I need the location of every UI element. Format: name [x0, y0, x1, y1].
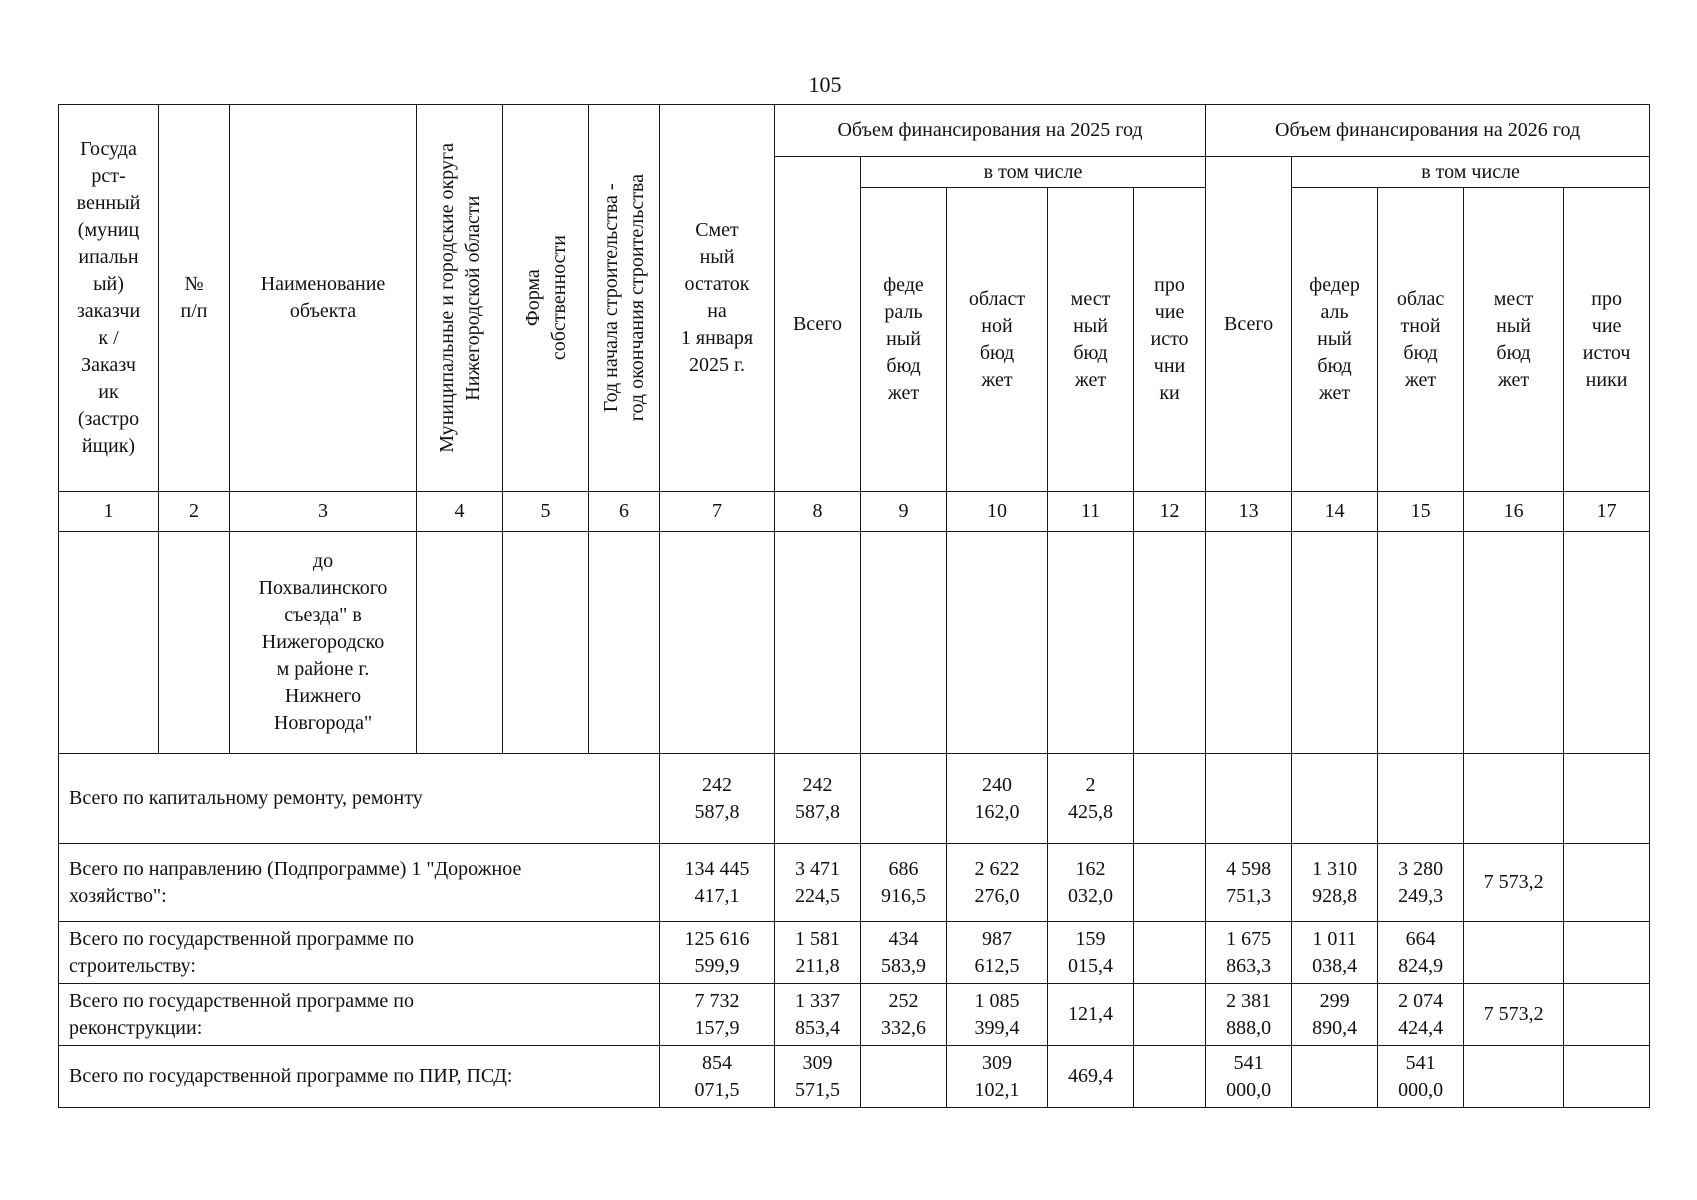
- header-years: [589, 105, 660, 492]
- value-cell: 242 587,8: [775, 754, 861, 844]
- value-cell: 7 573,2: [1464, 984, 1564, 1046]
- value-cell: [861, 1046, 947, 1108]
- value-cell: 252 332,6: [861, 984, 947, 1046]
- value-cell: [1134, 844, 1206, 922]
- column-number: 6: [589, 492, 660, 532]
- value-cell: 1 337 853,4: [775, 984, 861, 1046]
- total-pir-psd-row: [59, 1046, 1650, 1108]
- value-cell: [1292, 754, 1378, 844]
- row-label: Всего по государственной программе по ПИР, ПСД:: [59, 1046, 660, 1108]
- empty-cell: [1378, 532, 1464, 754]
- column-number: 12: [1134, 492, 1206, 532]
- value-cell: [1564, 844, 1650, 922]
- column-number: 9: [861, 492, 947, 532]
- header-regional-2026: облас тной бюд жет: [1378, 188, 1464, 492]
- header-financing-2026: Объем финансирования на 2026 год: [1206, 105, 1650, 157]
- header-including-2025: в том числе: [861, 157, 1206, 188]
- header-federal-2025: феде раль ный бюд жет: [861, 188, 947, 492]
- value-cell: 134 445 417,1: [660, 844, 775, 922]
- header-object-name: Наименование объекта: [230, 105, 417, 492]
- value-cell: 1 675 863,3: [1206, 922, 1292, 984]
- value-cell: 4 598 751,3: [1206, 844, 1292, 922]
- row-label: Всего по капитальному ремонту, ремонту: [59, 754, 660, 844]
- value-cell: [1134, 984, 1206, 1046]
- header-federal-2026: федер аль ный бюд жет: [1292, 188, 1378, 492]
- value-cell: 2 425,8: [1048, 754, 1134, 844]
- value-cell: 309 102,1: [947, 1046, 1048, 1108]
- header-regional-2025: област ной бюд жет: [947, 188, 1048, 492]
- value-cell: [1206, 754, 1292, 844]
- value-cell: 162 032,0: [1048, 844, 1134, 922]
- row-label: Всего по направлению (Подпрограмме) 1 "Дорожное хозяйство":: [59, 844, 660, 922]
- header-other-2025: про чие исто чни ки: [1134, 188, 1206, 492]
- value-cell: 2 074 424,4: [1378, 984, 1464, 1046]
- empty-cell: [1134, 532, 1206, 754]
- value-cell: 1 581 211,8: [775, 922, 861, 984]
- value-cell: 240 162,0: [947, 754, 1048, 844]
- value-cell: 987 612,5: [947, 922, 1048, 984]
- value-cell: [1564, 984, 1650, 1046]
- header-years-text: Год начала строительства - год окончания строительства: [600, 174, 648, 422]
- row-label: Всего по государственной программе по реконструкции:: [59, 984, 660, 1046]
- empty-cell: [861, 532, 947, 754]
- value-cell: [1564, 922, 1650, 984]
- header-local-2025: мест ный бюд жет: [1048, 188, 1134, 492]
- column-number: 17: [1564, 492, 1650, 532]
- header-ownership: [503, 105, 589, 492]
- value-cell: [1292, 1046, 1378, 1108]
- empty-cell: [1464, 532, 1564, 754]
- header-number: № п/п: [159, 105, 230, 492]
- value-cell: 434 583,9: [861, 922, 947, 984]
- header-other-2026: про чие источ ники: [1564, 188, 1650, 492]
- column-number-row: [59, 492, 1650, 532]
- column-number: 3: [230, 492, 417, 532]
- row-label: Всего по государственной программе по строительству:: [59, 922, 660, 984]
- empty-cell: [503, 532, 589, 754]
- total-construction-row: [59, 922, 1650, 984]
- column-number: 4: [417, 492, 503, 532]
- value-cell: [1464, 1046, 1564, 1108]
- value-cell: 469,4: [1048, 1046, 1134, 1108]
- value-cell: 7 732 157,9: [660, 984, 775, 1046]
- column-number: 1: [59, 492, 159, 532]
- header-estimated-balance: Смет ный остаток на 1 января 2025 г.: [660, 105, 775, 492]
- continuation-row: [59, 532, 1650, 754]
- value-cell: [1134, 922, 1206, 984]
- value-cell: 125 616 599,9: [660, 922, 775, 984]
- value-cell: 3 280 249,3: [1378, 844, 1464, 922]
- column-number: 15: [1378, 492, 1464, 532]
- column-number: 11: [1048, 492, 1134, 532]
- empty-cell: [1292, 532, 1378, 754]
- empty-cell: [1564, 532, 1650, 754]
- header-local-2026: мест ный бюд жет: [1464, 188, 1564, 492]
- empty-cell: [1206, 532, 1292, 754]
- column-number: 5: [503, 492, 589, 532]
- total-capital-repair-row: [59, 754, 1650, 844]
- header-total-2025: Всего: [775, 157, 861, 492]
- value-cell: 541 000,0: [1206, 1046, 1292, 1108]
- value-cell: 664 824,9: [1378, 922, 1464, 984]
- column-number: 16: [1464, 492, 1564, 532]
- value-cell: 121,4: [1048, 984, 1134, 1046]
- value-cell: 309 571,5: [775, 1046, 861, 1108]
- column-number: 10: [947, 492, 1048, 532]
- value-cell: 1 011 038,4: [1292, 922, 1378, 984]
- financing-table: [58, 104, 1650, 1108]
- column-number: 14: [1292, 492, 1378, 532]
- value-cell: 2 381 888,0: [1206, 984, 1292, 1046]
- empty-cell: [59, 532, 159, 754]
- value-cell: 686 916,5: [861, 844, 947, 922]
- value-cell: [1564, 754, 1650, 844]
- value-cell: [1134, 1046, 1206, 1108]
- column-number: 8: [775, 492, 861, 532]
- column-number: 7: [660, 492, 775, 532]
- header-financing-2025: Объем финансирования на 2025 год: [775, 105, 1206, 157]
- header-municipalities-text: Муниципальные и городские округа Нижегородской области: [435, 143, 484, 453]
- object-name-continuation: до Похвалинского съезда" в Нижегородско м районе г. Нижнего Новгорода": [230, 532, 417, 754]
- summary-rows: [59, 754, 1650, 1108]
- value-cell: [861, 754, 947, 844]
- value-cell: 2 622 276,0: [947, 844, 1048, 922]
- value-cell: [1134, 754, 1206, 844]
- empty-cell: [1048, 532, 1134, 754]
- value-cell: [1464, 754, 1564, 844]
- value-cell: 159 015,4: [1048, 922, 1134, 984]
- empty-cell: [417, 532, 503, 754]
- header-total-2026: Всего: [1206, 157, 1292, 492]
- column-number: 2: [159, 492, 230, 532]
- value-cell: 1 085 399,4: [947, 984, 1048, 1046]
- empty-cell: [775, 532, 861, 754]
- header-customer: Госуда рст- венный (муниц ипальн ый) заказчи к / Заказч ик (застро йщик): [59, 105, 159, 492]
- value-cell: 242 587,8: [660, 754, 775, 844]
- value-cell: [1464, 922, 1564, 984]
- value-cell: 854 071,5: [660, 1046, 775, 1108]
- value-cell: 299 890,4: [1292, 984, 1378, 1046]
- value-cell: [1378, 754, 1464, 844]
- value-cell: 1 310 928,8: [1292, 844, 1378, 922]
- empty-cell: [159, 532, 230, 754]
- value-cell: 541 000,0: [1378, 1046, 1464, 1108]
- empty-cell: [589, 532, 660, 754]
- value-cell: [1564, 1046, 1650, 1108]
- page-number: 105: [808, 72, 842, 97]
- value-cell: 7 573,2: [1464, 844, 1564, 922]
- header-ownership-text: Форма собственности: [521, 235, 570, 361]
- total-reconstruction-row: [59, 984, 1650, 1046]
- empty-cell: [660, 532, 775, 754]
- value-cell: 3 471 224,5: [775, 844, 861, 922]
- header-municipalities: [417, 105, 503, 492]
- header-including-2026: в том числе: [1292, 157, 1650, 188]
- total-road-subprogram-row: [59, 844, 1650, 922]
- empty-cell: [947, 532, 1048, 754]
- column-number: 13: [1206, 492, 1292, 532]
